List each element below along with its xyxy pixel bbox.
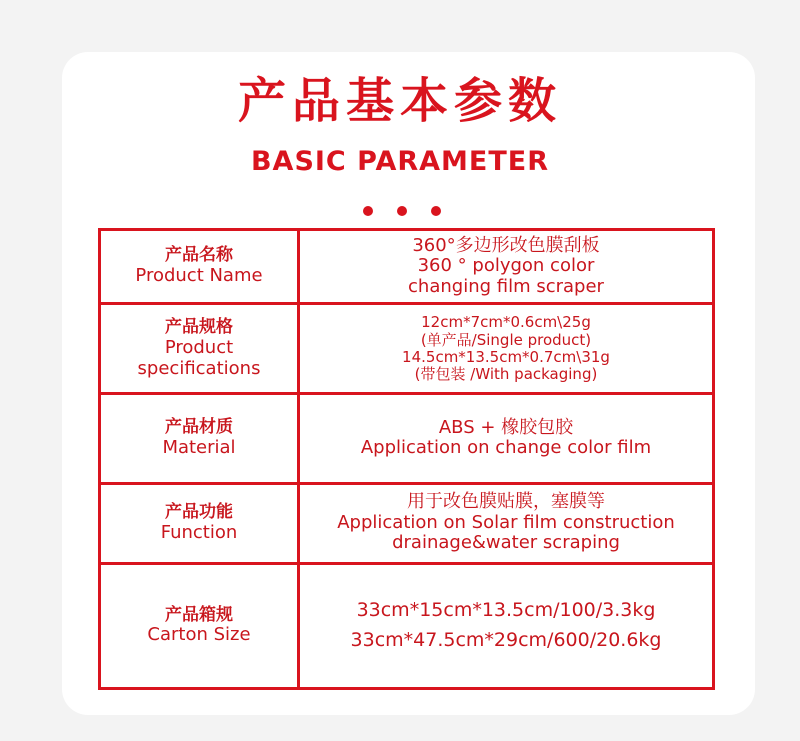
value-line: 12cm*7cm*0.6cm\25g bbox=[421, 313, 591, 332]
value-line: (带包装 /With packaging) bbox=[414, 365, 598, 383]
decorative-dots bbox=[363, 206, 443, 216]
label-chinese: 产品名称 bbox=[165, 245, 233, 266]
row-value bbox=[299, 304, 714, 394]
value-line: ABS + 橡胶包胶 bbox=[438, 416, 574, 438]
value-line: 14.5cm*13.5cm*0.7cm\31g bbox=[402, 347, 610, 366]
table-row-material bbox=[100, 394, 714, 483]
label-english: Function bbox=[160, 521, 238, 543]
label-english: Material bbox=[162, 436, 236, 458]
value-line: 33cm*15cm*13.5cm/100/3.3kg bbox=[356, 599, 656, 621]
label-english: Product specifications bbox=[137, 336, 261, 379]
value-line: Application on change color film bbox=[360, 437, 652, 459]
row-value bbox=[299, 483, 714, 563]
value-line: drainage&water scraping bbox=[392, 532, 620, 554]
value-line: 360 ° polygon color bbox=[417, 255, 595, 277]
value-line: Application on Solar film construction bbox=[337, 511, 675, 533]
row-label bbox=[100, 230, 299, 304]
value-line: 用于改色膜贴膜，塞膜等 bbox=[407, 491, 605, 513]
page-title-english: BASIC PARAMETER bbox=[250, 146, 550, 177]
dot-icon bbox=[431, 206, 441, 216]
row-label bbox=[100, 563, 299, 688]
page-title-chinese: 产品基本参数 bbox=[237, 73, 562, 129]
label-chinese: 产品箱规 bbox=[165, 604, 233, 625]
dot-icon bbox=[397, 206, 407, 216]
label-chinese: 产品规格 bbox=[165, 317, 233, 338]
value-line: changing film scraper bbox=[408, 275, 604, 297]
row-label bbox=[100, 483, 299, 563]
row-label bbox=[100, 394, 299, 483]
label-english: Product Name bbox=[135, 265, 263, 286]
value-line: 360°多边形改色膜刮板 bbox=[412, 234, 600, 256]
table-row-carton-size bbox=[100, 563, 714, 688]
row-value bbox=[299, 230, 714, 304]
label-chinese: 产品功能 bbox=[165, 502, 233, 522]
table-row-specifications bbox=[100, 304, 714, 394]
value-line: (单产品/Single product) bbox=[420, 330, 592, 349]
row-value bbox=[299, 394, 714, 483]
table-row-product-name bbox=[100, 230, 714, 304]
table-row-function bbox=[100, 483, 714, 563]
label-chinese: 产品材质 bbox=[165, 417, 233, 438]
row-label bbox=[100, 304, 299, 394]
parameter-table bbox=[98, 228, 715, 690]
dot-icon bbox=[363, 206, 373, 216]
row-value bbox=[299, 563, 714, 688]
label-english: Carton Size bbox=[147, 624, 251, 646]
value-line: 33cm*47.5cm*29cm/600/20.6kg bbox=[350, 628, 662, 651]
